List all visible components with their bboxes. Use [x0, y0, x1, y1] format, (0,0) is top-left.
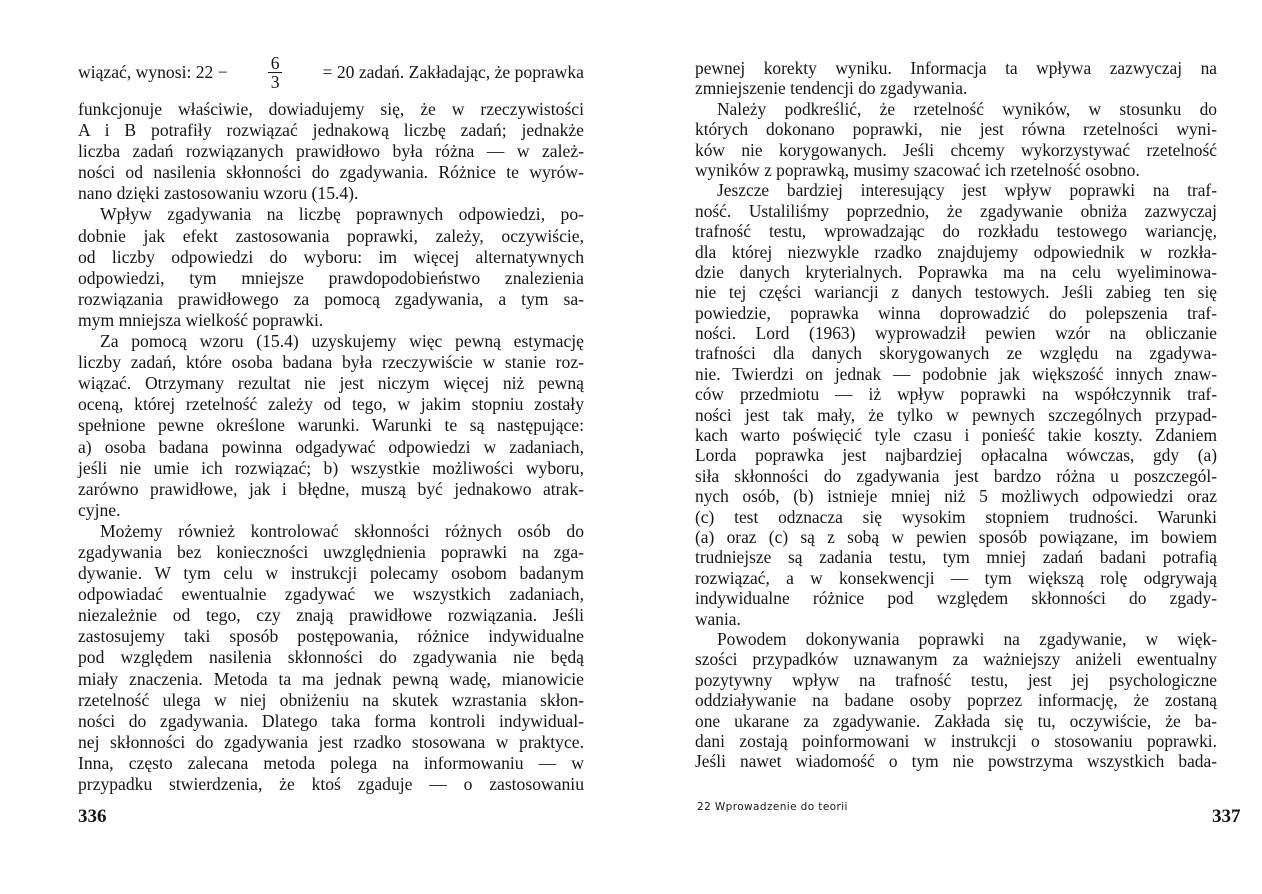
- text-line: Wpływ zgadywania na liczbę poprawnych odpowiedzi, po-: [100, 204, 584, 225]
- text-line: nano dzięki zastosowaniu wzoru (15.4).: [78, 183, 359, 204]
- text-line: oceną, której rzetelność zależy od tego, w jakim stopniu zostały: [78, 394, 584, 415]
- text-line: ności od nasilenia skłonności do zgadywania. Różnice te wyrów-: [78, 162, 584, 183]
- text-line: liczba zadań rozwiązanych prawidłowo była różna — w zależ-: [78, 141, 584, 162]
- text-line: spełnione pewne określone warunki. Warunki te są następujące:: [78, 415, 584, 436]
- text-line: siła skłonności do zgadywania jest bardzo różna u poszczegól-: [695, 465, 1217, 486]
- text-line: przypadku stwierdzenia, że ktoś zgaduje — o zastosowaniu: [78, 774, 584, 794]
- text-line: A i B potrafiły rozwiązać jednakową liczbę zadań; jednakże: [78, 120, 584, 141]
- text-line: trafności dla danych skorygowanych ze względu na zgadywa-: [695, 343, 1217, 364]
- fraction-numerator: 6: [268, 54, 283, 73]
- text-line: ność. Ustaliliśmy poprzednio, że zgadywanie obniża zazwyczaj: [695, 200, 1217, 221]
- text-line: Lorda poprawka jest najbardziej opłacalna wówczas, gdy (a): [695, 445, 1217, 466]
- text-line: ności do zgadywania. Dlatego taka forma kontroli indywidual-: [78, 710, 584, 731]
- text-line: wyników z poprawką, musimy szacować ich rzetelność osobno.: [695, 159, 1140, 180]
- text-line: od liczby odpowiedzi do wyboru: im więcej alternatywnych: [78, 246, 584, 267]
- text-line: Inna, często zalecana metoda polega na informowaniu — w: [78, 752, 584, 773]
- text-line: liczby zadań, które osoba badana była rzeczywiście w stanie roz-: [78, 352, 584, 373]
- text-line: Możemy również kontrolować skłonności różnych osób do: [100, 520, 584, 541]
- fraction: [268, 54, 283, 91]
- text-line: ków nie korygowanych. Jeśli chcemy wykorzystywać rzetelność: [695, 139, 1217, 160]
- text-line: Należy podkreślić, że rzetelność wyników, w stosunku do: [717, 98, 1217, 119]
- text-line: Jeśli nawet wiadomość o tym nie powstrzyma wszystkich bada-: [695, 751, 1217, 772]
- text-line: pewnej korekty wyniku. Informacja ta wpływa zazwyczaj na: [695, 58, 1217, 78]
- text-line: ności jest tak mały, że tylko w pewnych szczególnych przypad-: [695, 404, 1217, 425]
- formula-suffix: = 20 zadań. Zakładając, że poprawka: [322, 61, 584, 82]
- text-line: zgadywania bez konieczności uwzględnienia poprawki na zga-: [78, 541, 584, 562]
- text-line: których dokonano poprawki, nie jest równa rzetelności wyni-: [695, 119, 1217, 140]
- text-line: ców przedmiotu — iż wpływ poprawki na współczynnik traf-: [695, 384, 1217, 405]
- text-line: wania.: [695, 608, 741, 629]
- text-line: (c) test odznacza się wysokim stopniem trudności. Warunki: [695, 506, 1217, 527]
- text-line: cyjne.: [78, 499, 121, 520]
- text-line: niezależnie od tego, czy znają prawidłowe rozwiązania. Jeśli: [78, 605, 584, 626]
- left-first-line: [78, 52, 584, 92]
- text-line: Jeszcze bardziej interesujący jest wpływ poprawki na traf-: [717, 180, 1217, 201]
- text-line: dzie danych kryterialnych. Poprawka ma na celu wyeliminowa-: [695, 261, 1217, 282]
- text-line: Powodem dokonywania poprawki na zgadywanie, w więk-: [717, 628, 1217, 649]
- text-line: funkcjonuje właściwie, dowiadujemy się, że w rzeczywistości: [78, 99, 584, 119]
- text-line: nie tej części wariancji z danych testowych. Jeśli zabieg ten się: [695, 282, 1217, 303]
- text-line: pozytywny wpływ na trafność testu, jest jej psychologiczne: [695, 669, 1217, 690]
- text-line: Za pomocą wzoru (15.4) uzyskujemy więc pewną estymację: [100, 331, 584, 352]
- text-line: pod względem nasilenia skłonności do zgadywania nie będą: [78, 647, 584, 668]
- page-number-left: 336: [78, 806, 107, 827]
- fraction-denominator: 3: [270, 71, 280, 92]
- running-footer: 22 Wprowadzenie do teorii: [697, 801, 848, 813]
- text-line: jeśli nie umie ich rozwiązać; b) wszystkie możliwości wyboru,: [78, 457, 584, 478]
- text-line: one ukarane za zgadywanie. Zakłada się tu, oczywiście, że ba-: [695, 710, 1217, 731]
- left-page-body: [78, 99, 584, 795]
- text-line: dywanie. W tym celu w instrukcji polecamy osobom badanym: [78, 563, 584, 584]
- text-line: zarówno prawidłowe, jak i błędne, muszą być jednakowo atrak-: [78, 478, 584, 499]
- text-line: dobnie jak efekt zastosowania poprawki, zależy, oczywiście,: [78, 225, 584, 246]
- text-line: odpowiedzi, tym mniejsze prawdopodobieństwo znalezienia: [78, 267, 584, 288]
- text-line: trudniejsze są zadania testu, tym mniej zadań badani potrafią: [695, 547, 1217, 568]
- text-line: nie. Twierdzi on jednak — podobnie jak większość innych znaw-: [695, 363, 1217, 384]
- text-line: a) osoba badana powinna odgadywać odpowiedzi w zadaniach,: [78, 436, 584, 457]
- text-line: trafność testu, wprowadzając do rozkładu testowego wariancję,: [695, 221, 1217, 242]
- text-line: dani zostają poinformowani w instrukcji o stosowaniu poprawki.: [695, 730, 1217, 751]
- text-line: mym mniejsza wielkość poprawki.: [78, 309, 324, 330]
- text-line: rozwiązania prawidłowego za pomocą zgadywania, a tym sa-: [78, 288, 584, 309]
- text-line: zastosujemy taki sposób postępowania, różnice indywidualne: [78, 626, 584, 647]
- text-line: nej skłonności do zgadywania jest rzadko stosowana w praktyce.: [78, 731, 584, 752]
- text-line: odpowiadać ewentualnie zgadywać we wszystkich zadaniach,: [78, 584, 584, 605]
- text-line: oddziaływanie na badane osoby poprzez informację, że zostaną: [695, 690, 1217, 711]
- text-line: rzetelność ulega w niej obniżeniu na skutek wzrastania skłon-: [78, 689, 584, 710]
- text-line: rozwiązać, a w konsekwencji — tym większą rolę odgrywają: [695, 567, 1217, 588]
- text-line: dla której niezwykle rzadko znajdujemy odpowiednik w rozkła-: [695, 241, 1217, 262]
- text-line: kach warto poświęcić tyle czasu i ponieść takie koszty. Zdaniem: [695, 425, 1217, 446]
- formula-prefix: wiązać, wynosi: 22 −: [78, 61, 228, 82]
- text-line: indywidualne różnice pod względem skłonności do zgady-: [695, 588, 1217, 609]
- text-line: powiedzie, poprawka winna doprowadzić do polepszenia traf-: [695, 302, 1217, 323]
- text-line: ności. Lord (1963) wyprowadził pewien wzór na obliczanie: [695, 323, 1217, 344]
- text-line: szości przypadków uznawanym za ważniejszy aniżeli ewentualny: [695, 649, 1217, 670]
- text-line: miały znaczenia. Metoda ta ma jednak pewną wadę, mianowicie: [78, 668, 584, 689]
- right-page-body: [695, 58, 1217, 772]
- text-line: wiązać. Otrzymany rezultat nie jest niczym więcej niż pewną: [78, 373, 584, 394]
- page-number-right: 337: [1212, 806, 1241, 827]
- text-line: nych osób, (b) istnieje mniej niż 5 możliwych odpowiedzi oraz: [695, 486, 1217, 507]
- text-line: (a) oraz (c) są z sobą w pewien sposób powiązane, im bowiem: [695, 526, 1217, 547]
- text-line: zmniejszenie tendencji do zgadywania.: [695, 78, 968, 99]
